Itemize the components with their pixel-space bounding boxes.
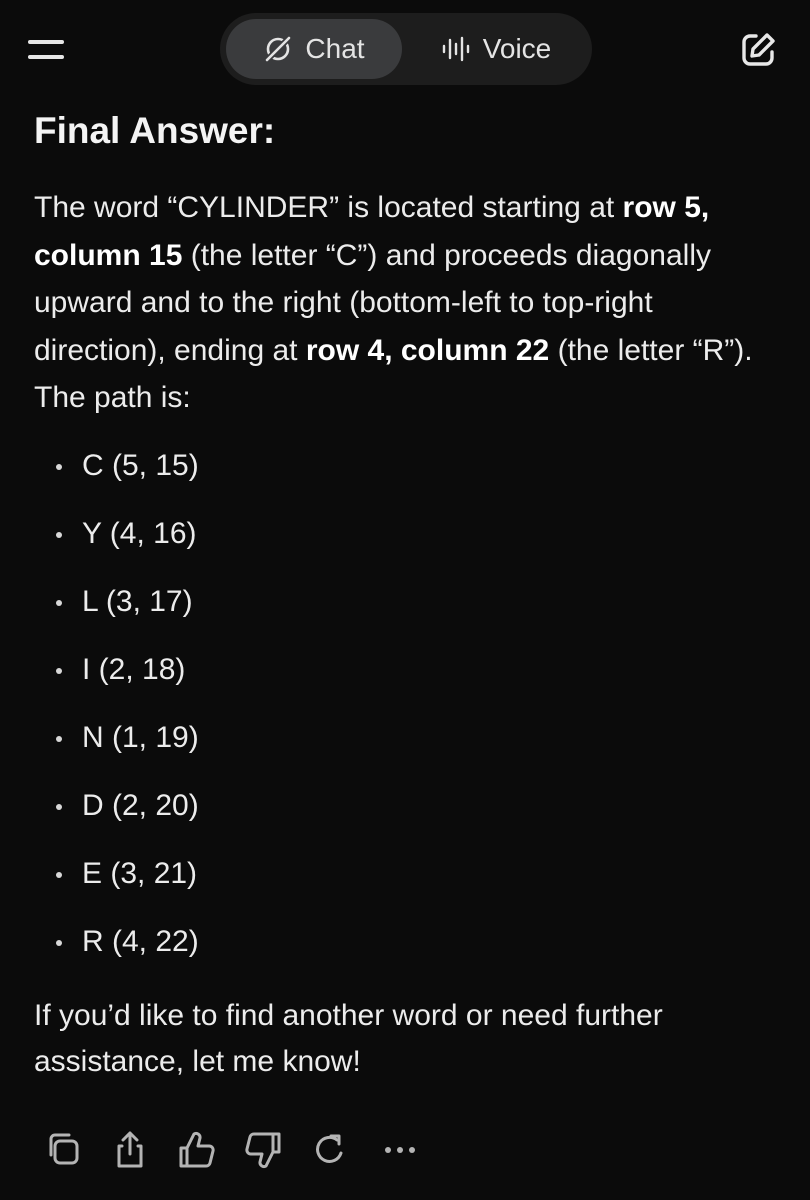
answer-heading: Final Answer: (34, 110, 276, 151)
list-item: L (3, 17) (34, 581, 734, 649)
tab-chat-label: Chat (305, 33, 365, 64)
list-item: E (3, 21) (34, 853, 734, 921)
list-item: C (5, 15) (34, 445, 734, 513)
list-item: I (2, 18) (34, 649, 734, 717)
list-item: R (4, 22) (34, 921, 734, 989)
intro-text-2: (the letter “C”) and proceeds diagonally upward and to the right (bottom-left to top-right direction), ending at (34, 238, 711, 367)
start-position: row 5, column 15 (34, 191, 710, 272)
mode-switcher (220, 13, 592, 85)
regenerate-icon[interactable] (310, 1128, 350, 1172)
intro-text-3: (the letter “R”). The path is: (34, 333, 753, 414)
thumbs-up-icon[interactable] (176, 1128, 216, 1172)
waveform-icon (441, 35, 471, 63)
list-item: N (1, 19) (34, 717, 734, 785)
copy-icon[interactable] (44, 1128, 84, 1172)
top-bar (0, 0, 810, 98)
tab-chat[interactable] (226, 19, 402, 79)
closing-text: If you’d like to find another word or need further assistance, let me know! (34, 999, 663, 1078)
share-icon[interactable] (110, 1128, 150, 1172)
edit-icon[interactable] (738, 30, 778, 70)
thumbs-down-icon[interactable] (242, 1128, 282, 1172)
intro-text-1: The word “CYLINDER” is located starting at (34, 191, 623, 224)
hamburger-menu-icon[interactable] (28, 36, 66, 64)
answer-paragraph (34, 184, 784, 422)
letter-path-list (34, 445, 734, 989)
more-icon[interactable] (380, 1128, 420, 1172)
grok-logo-icon (263, 34, 293, 64)
message-actions (44, 1128, 444, 1172)
list-item: D (2, 20) (34, 785, 734, 853)
end-position: row 4, column 22 (305, 333, 550, 367)
tab-voice[interactable] (416, 19, 576, 79)
list-item: Y (4, 16) (34, 513, 734, 581)
tab-voice-label: Voice (482, 33, 552, 64)
